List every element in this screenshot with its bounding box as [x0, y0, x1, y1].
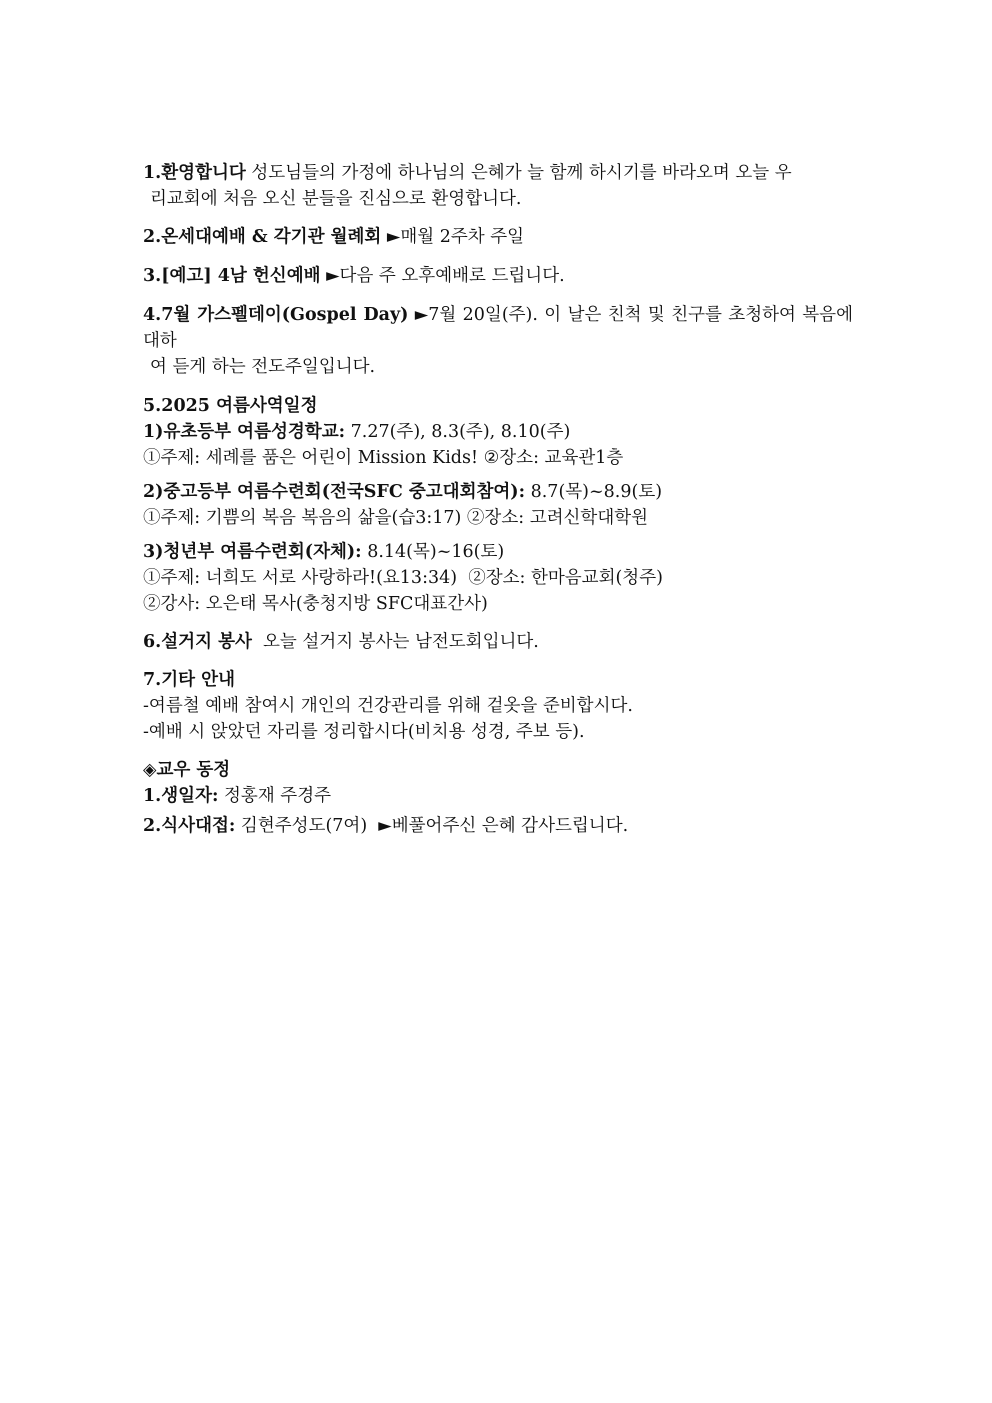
- youth-dates: 8.7(목)~8.9(토): [525, 482, 663, 502]
- young-adults-detail: ①주제: 너희도 서로 사랑하라!(요13:34) ②장소: 한마음교회(청주): [143, 568, 663, 588]
- gospel-day-item: [143, 302, 853, 380]
- dishes-text: 오늘 설거지 봉사는 남전도회입니다.: [251, 632, 539, 652]
- welcome-item: [143, 160, 853, 212]
- youth-detail: ①주제: 기쁨의 복음 복음의 삶을(습3:17) ②장소: 고려신학대학원: [143, 508, 649, 528]
- preview-item: [143, 263, 853, 289]
- young-adults-dates: 8.14(목)~16(토): [361, 542, 505, 562]
- gospel-day-heading: 4.7월 가스펠데이(Gospel Day): [143, 305, 409, 325]
- kids-dates: 7.27(주), 8.3(주), 8.10(주): [345, 422, 571, 442]
- kids-heading: 1)유초등부 여름성경학교:: [143, 422, 346, 442]
- summer-schedule-item: [143, 393, 853, 617]
- meal-text: 김현주성도(7여) ►베풀어주신 은혜 감사드립니다.: [235, 816, 629, 836]
- birthday-names: 정홍재 주경주: [218, 786, 332, 806]
- gospel-day-text-continued: 여 듣게 하는 전도주일입니다.: [150, 357, 376, 377]
- dishes-item: [143, 629, 853, 655]
- meal-heading: 2.식사대접:: [143, 816, 236, 836]
- welcome-heading: 1.환영합니다: [143, 163, 246, 183]
- worship-item: [143, 224, 853, 250]
- dishes-heading: 6.설거지 봉사: [143, 632, 252, 652]
- young-adults-speaker: ②강사: 오은태 목사(충청지방 SFC대표간사): [143, 594, 488, 614]
- welcome-text: 성도님들의 가정에 하나님의 은혜가 늘 함께 하시기를 바라오며 오늘 우: [245, 163, 792, 183]
- etc-heading: 7.기타 안내: [143, 670, 235, 690]
- summer-heading: 5.2025 여름사역일정: [143, 396, 318, 416]
- worship-heading: 2.온세대예배 & 각기관 월례회: [143, 227, 382, 247]
- etc-line-2: -예배 시 앉았던 자리를 정리합시다(비치용 성경, 주보 등).: [143, 722, 585, 742]
- preview-heading: 3.[예고] 4남 헌신예배: [143, 266, 321, 286]
- etc-line-1: -여름철 예배 참여시 개인의 건강관리를 위해 겉옷을 준비합시다.: [143, 696, 633, 716]
- young-adults-heading: 3)청년부 여름수련회(자체):: [143, 542, 362, 562]
- gospel-day-text: ►7월 20일(주). 이 날은 친척 및 친구를 초청하여 복음에 대하: [143, 305, 853, 351]
- worship-text: ►매월 2주차 주일: [381, 227, 525, 247]
- etc-item: [143, 667, 853, 745]
- preview-text: ►다음 주 오후예배로 드립니다.: [320, 266, 565, 286]
- welcome-text-continued: 리교회에 처음 오신 분들을 진심으로 환영합니다.: [150, 189, 522, 209]
- youth-heading: 2)중고등부 여름수련회(전국SFC 중고대회참여):: [143, 482, 526, 502]
- kids-detail: ①주제: 세례를 품은 어린이 Mission Kids! ②장소: 교육관1층: [143, 448, 624, 468]
- birthday-heading: 1.생일자:: [143, 786, 219, 806]
- announcements: [143, 160, 853, 839]
- members-news: [143, 757, 853, 839]
- members-heading: ◈교우 동정: [143, 760, 231, 780]
